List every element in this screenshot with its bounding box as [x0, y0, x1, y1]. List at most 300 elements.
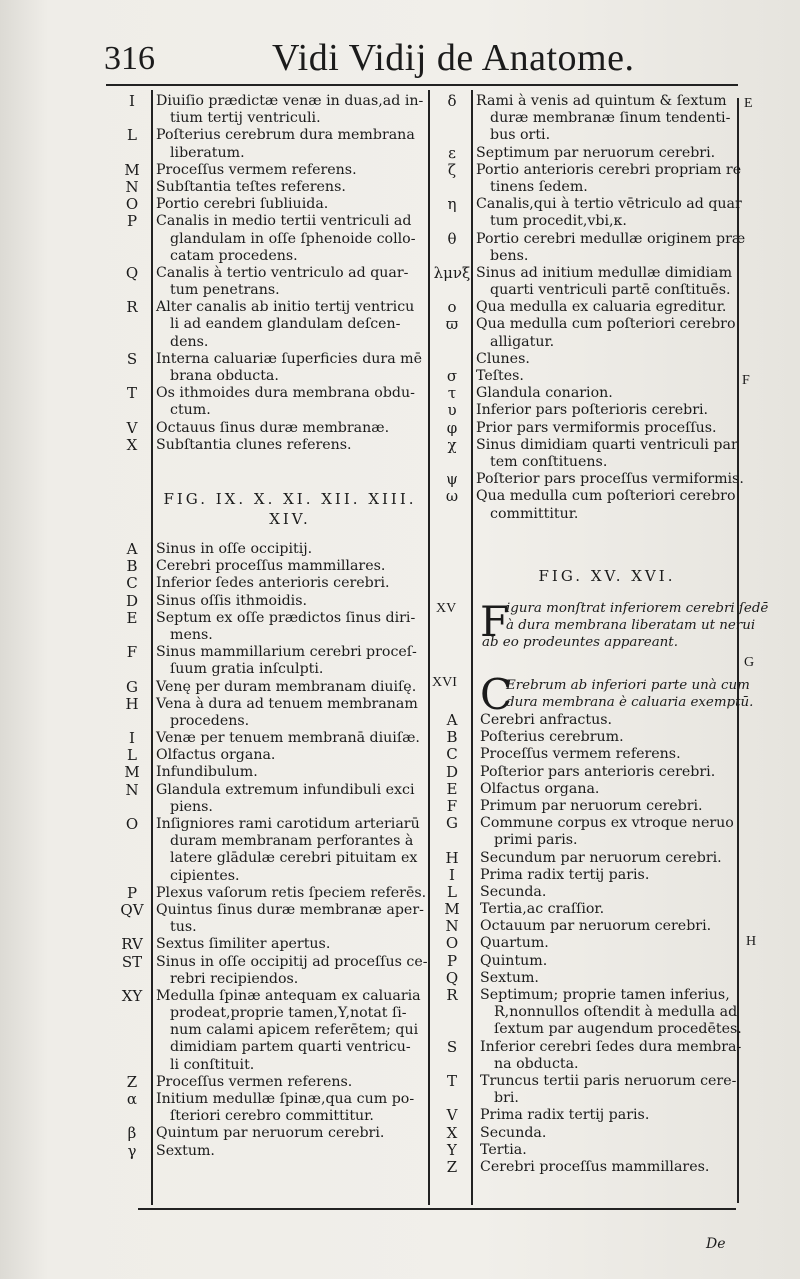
legend-key: P: [126, 212, 138, 231]
legend-key: S: [126, 349, 138, 368]
legend-line: [432, 1037, 742, 1056]
legend-text: Inferior cerebri ſedes dura membra-: [480, 1038, 742, 1055]
legend-key: P: [126, 883, 138, 902]
legend-text: Secunda.: [480, 883, 547, 900]
legend-entry: [432, 798, 732, 815]
legend-entry: [112, 952, 428, 988]
legend-text: primi paris.: [494, 832, 578, 849]
legend-key: D: [125, 591, 139, 610]
legend-key: A: [446, 711, 458, 729]
legend-line: [432, 470, 744, 489]
legend-key: ε: [448, 143, 456, 162]
legend-line: [432, 1107, 732, 1124]
legend-entry: [112, 679, 424, 696]
legend-text: Tertia.: [480, 1141, 527, 1158]
legend-line: [112, 1057, 424, 1074]
legend-entry: [112, 782, 424, 816]
legend-key: L: [447, 882, 457, 901]
legend-text: Septimum par neruorum cerebri.: [476, 144, 716, 161]
legend-entry: [432, 815, 732, 849]
legend-text: ctum.: [170, 402, 211, 419]
legend-line: [432, 385, 732, 402]
legend-entry: [112, 265, 424, 299]
legend-entry: [112, 696, 424, 730]
legend-key: RV: [121, 935, 143, 954]
legend-key: L: [127, 126, 137, 145]
legend-text: latere glādulæ cerebri pituitam ex: [170, 850, 418, 867]
legend-text: na obducta.: [494, 1055, 579, 1072]
legend-text: li ad eandem glandulam deſcen-: [170, 316, 401, 333]
legend-key: E: [126, 608, 138, 627]
legend-entry: [432, 935, 732, 952]
catchword: De: [706, 1236, 726, 1252]
fig-xv-dropcap: F: [480, 597, 510, 646]
legend-text: Septimum; proprie tamen inferius,: [480, 987, 730, 1003]
legend-text: Canalis in medio tertii ventriculi ad: [156, 213, 412, 230]
legend-line: [432, 712, 732, 729]
fig-xvi-line-1: Erebrum ab inferiori parte unà cum: [506, 678, 750, 693]
legend-text: tem conſtituens.: [490, 453, 608, 470]
legend-text: Venę per duram membranam diuiſę.: [156, 678, 417, 695]
left-column-bottom: [112, 540, 428, 1160]
legend-text: Poſterior pars proceſſus vermiformis.: [476, 471, 744, 488]
legend-line: [112, 1022, 424, 1039]
legend-line: [112, 1005, 424, 1022]
legend-line: [112, 93, 424, 110]
legend-line: [432, 798, 732, 815]
legend-key: T: [446, 1071, 457, 1090]
top-rule: [106, 84, 738, 86]
legend-line: [432, 248, 732, 265]
legend-text: Cerebri proceſſus mammillares.: [156, 558, 386, 575]
legend-text: Tertia,ac craſſior.: [480, 901, 605, 918]
legend-text: bus orti.: [490, 127, 551, 144]
legend-text: tum penetrans.: [170, 282, 280, 299]
legend-text: Subſtantia clunes referens.: [156, 436, 352, 453]
legend-line: [432, 746, 732, 763]
legend-line: [112, 265, 424, 282]
legend-key: C: [126, 574, 138, 593]
legend-line: [432, 764, 732, 781]
legend-text: Octauum par neruorum cerebri.: [480, 918, 712, 935]
legend-entry: [112, 1143, 424, 1160]
legend-line: [432, 282, 732, 299]
legend-line: [432, 110, 732, 127]
legend-text: Initium medullæ ſpinæ,qua cum po-: [156, 1091, 415, 1107]
legend-key: M: [444, 900, 460, 919]
legend-entry: [432, 850, 732, 867]
legend-entry: [432, 470, 744, 489]
legend-line: [432, 402, 732, 419]
legend-line: [432, 195, 742, 214]
legend-line: [112, 368, 424, 385]
legend-line: [112, 661, 424, 678]
legend-entry: [112, 420, 424, 437]
legend-text: prodeat,proprie tamen,Y,notat ſi-: [170, 1005, 407, 1022]
legend-key: χ: [447, 435, 457, 454]
legend-line: [112, 696, 424, 713]
legend-text: Quintus ſinus duræ membranæ aper-: [156, 901, 424, 918]
legend-entry: [112, 593, 424, 610]
legend-text: Olfactus organa.: [156, 747, 276, 764]
legend-line: [112, 1108, 424, 1125]
fig-xv-line-2: à dura membrana liberatam ut nerui: [506, 618, 756, 633]
legend-entry: [432, 1037, 742, 1073]
legend-line: [432, 299, 732, 316]
legend-entry: [112, 437, 424, 454]
legend-line: [112, 1143, 424, 1160]
legend-key: ϖ: [445, 315, 459, 334]
legend-text: Canalis,qui à tertio vētriculo ad quar: [476, 196, 742, 213]
legend-entry: [112, 747, 424, 764]
legend-text: mens.: [170, 626, 213, 643]
legend-text: Commune corpus ex vtroque neruo: [480, 815, 734, 832]
legend-line: [112, 402, 424, 419]
legend-line: [112, 747, 424, 764]
legend-text: Olfactus organa.: [480, 780, 600, 797]
legend-key: ψ: [446, 470, 458, 489]
legend-text: Prima radix tertij paris.: [480, 866, 650, 883]
legend-line: [112, 558, 424, 575]
legend-line: [432, 229, 746, 248]
bottom-rule: [138, 1208, 736, 1210]
legend-entry: [432, 764, 732, 781]
legend-key: D: [445, 762, 459, 781]
legend-entry: [432, 195, 742, 230]
legend-key: τ: [447, 384, 457, 403]
legend-key: S: [446, 1037, 458, 1056]
legend-line: [432, 420, 732, 437]
legend-line: [112, 145, 424, 162]
legend-text: R,nonnullos oſtendit à medulla ad: [494, 1004, 738, 1021]
legend-line: [112, 385, 424, 402]
legend-text: Teſtes.: [476, 368, 524, 384]
legend-entry: [432, 435, 738, 471]
legend-entry: [432, 299, 732, 316]
legend-text: Proceſſus vermem referens.: [156, 161, 357, 178]
legend-line: [112, 902, 424, 919]
legend-line: [432, 987, 732, 1004]
legend-line: [432, 454, 732, 471]
legend-key: O: [445, 934, 459, 953]
legend-text: Diuiſio prædictæ venæ in duas,ad in-: [156, 93, 424, 109]
legend-entry: [432, 781, 732, 798]
legend-key: I: [449, 865, 455, 884]
legend-line: [112, 850, 424, 867]
legend-line: [432, 729, 732, 746]
legend-text: Sextum.: [480, 969, 539, 986]
legend-line: [112, 213, 424, 230]
legend-line: [432, 1142, 732, 1159]
legend-key: R: [446, 986, 458, 1004]
legend-line: [432, 815, 732, 832]
legend-line: [112, 437, 424, 454]
legend-key: υ: [447, 401, 457, 420]
legend-line: [432, 850, 732, 867]
legend-line: [112, 299, 424, 316]
legend-key: X: [446, 1123, 458, 1142]
legend-text: dimidiam partem quarti ventricu-: [170, 1039, 411, 1056]
legend-key: P: [446, 951, 458, 970]
legend-line: [432, 213, 732, 230]
legend-key: X: [126, 435, 138, 454]
legend-entry: [112, 541, 424, 558]
legend-line: [112, 179, 424, 196]
legend-line: [432, 334, 732, 351]
legend-entry: [112, 902, 424, 936]
legend-entry: [112, 1091, 424, 1125]
left-fig-heading-1: FIG. IX. X. XI. XII. XIII.: [163, 490, 417, 508]
fig-xv-label: XV: [436, 601, 457, 616]
legend-text: catam procedens.: [170, 247, 298, 264]
legend-entry: [112, 558, 424, 575]
legend-line: [432, 935, 732, 952]
legend-entry: [112, 351, 424, 385]
legend-line: [112, 627, 424, 644]
legend-text: Canalis à tertio ventriculo ad quar-: [156, 264, 409, 281]
legend-line: [112, 816, 424, 833]
legend-line: [432, 884, 732, 901]
legend-key: V: [446, 1106, 458, 1125]
legend-text: tum procedit,vbi,κ.: [490, 213, 627, 230]
legend-text: tus.: [170, 919, 197, 936]
legend-line: [432, 901, 732, 918]
legend-text: Sextum.: [156, 1142, 215, 1159]
legend-entry: [432, 953, 732, 970]
legend-text: ſuum gratia inſculpti.: [170, 661, 324, 678]
running-title: Vidi Vidij de Anatome.: [272, 37, 635, 79]
legend-line: [432, 1090, 732, 1107]
legend-line: [112, 110, 424, 127]
legend-key: T: [126, 384, 137, 403]
legend-line: [112, 351, 424, 368]
legend-text: Qua medulla cum poſteriori cerebro: [476, 488, 736, 505]
legend-text: committitur.: [490, 505, 579, 522]
legend-line: [432, 832, 732, 849]
legend-text: Poſterius cerebrum dura membrana: [156, 127, 415, 144]
legend-line: [112, 420, 424, 437]
legend-text: Sinus in oſſe occipitij ad proceſſus ce-: [156, 953, 428, 970]
legend-text: Prior pars vermiformis proceſſus.: [476, 419, 717, 436]
legend-line: [432, 1125, 732, 1142]
legend-line: [112, 1039, 424, 1056]
legend-text: Quintum.: [480, 952, 548, 969]
legend-text: Glandula extremum infundibuli exci: [156, 781, 415, 798]
legend-key: G: [126, 677, 138, 696]
legend-text: Sinus ad initium medullæ dimidiam: [476, 264, 733, 281]
legend-text: liberatum.: [170, 144, 245, 161]
legend-entry: [112, 764, 424, 781]
legend-line: [112, 127, 424, 144]
legend-line: [432, 351, 732, 368]
legend-entry: [112, 936, 424, 953]
legend-key: δ: [447, 92, 457, 110]
legend-key: E: [446, 779, 458, 798]
legend-text: quarti ventriculi partē conſtituēs.: [490, 282, 731, 299]
legend-key: M: [124, 763, 140, 782]
legend-entry: [432, 970, 732, 987]
legend-line: [112, 1074, 424, 1091]
legend-entry: [432, 351, 732, 368]
legend-text: Glandula conarion.: [476, 385, 613, 402]
legend-text: Clunes.: [476, 350, 530, 367]
fig-xv-line-1: igura monſtrat inferiorem cerebri ſedē: [506, 601, 769, 616]
legend-line: [112, 971, 424, 988]
legend-key: ο: [447, 298, 457, 317]
legend-text: Inferior ſedes anterioris cerebri.: [156, 575, 390, 592]
left-column-top: [112, 93, 424, 454]
legend-line: [432, 265, 732, 282]
legend-text: Cerebri proceſſus mammillares.: [480, 1158, 710, 1175]
legend-text: tium tertij ventriculi.: [170, 110, 321, 127]
legend-entry: [112, 213, 424, 265]
page-number: 316: [104, 40, 155, 77]
legend-key: Z: [126, 1072, 138, 1091]
legend-entry: [112, 196, 424, 213]
legend-key: β: [127, 1124, 137, 1143]
legend-entry: [432, 402, 732, 419]
legend-entry: [432, 729, 732, 746]
legend-line: [432, 160, 742, 179]
legend-line: [432, 93, 732, 110]
legend-entry: [432, 884, 732, 901]
legend-entry: [432, 265, 732, 299]
margin-letter-f: F: [742, 373, 750, 388]
legend-text: num calami apicem referētem; qui: [170, 1022, 419, 1039]
legend-entry: [432, 1107, 732, 1124]
legend-line: [112, 162, 424, 179]
legend-line: [112, 541, 424, 558]
legend-entry: [432, 1142, 732, 1159]
margin-letter-g: G: [744, 655, 755, 670]
legend-text: Os ithmoides dura membrana obdu-: [156, 385, 415, 402]
legend-line: [112, 196, 424, 213]
legend-text: Septum ex oſſe prædictos ſinus diri-: [156, 609, 416, 626]
legend-entry: [432, 746, 732, 763]
legend-key: I: [129, 92, 135, 110]
legend-line: [432, 127, 732, 144]
legend-line: [112, 334, 424, 351]
legend-line: [112, 610, 424, 627]
legend-text: Subſtantia teſtes referens.: [156, 178, 346, 195]
legend-text: Alter canalis ab initio tertij ventricu: [156, 299, 415, 316]
legend-line: [112, 713, 424, 730]
legend-line: [112, 868, 424, 885]
fig-xvi-label: XVI: [432, 675, 457, 690]
legend-text: Medulla ſpinæ antequam ex caluaria: [156, 987, 421, 1004]
legend-line: [112, 782, 424, 799]
legend-key: B: [126, 557, 138, 576]
legend-text: brana obducta.: [170, 368, 279, 384]
legend-text: Portio anterioris cerebri propriam re: [476, 161, 742, 178]
margin-letter-h: H: [746, 934, 757, 949]
legend-entry: [432, 368, 732, 385]
legend-text: Inſigniores rami carotidum arteriarū: [156, 816, 420, 832]
legend-key: σ: [446, 367, 458, 385]
legend-line: [112, 952, 428, 971]
legend-line: [432, 1159, 732, 1176]
legend-line: [432, 145, 732, 162]
left-fig-heading-2: XIV.: [269, 510, 311, 528]
legend-key: F: [126, 643, 138, 662]
legend-text: Rami à venis ad quintum & ſextum: [476, 93, 727, 109]
legend-entry: [432, 918, 732, 935]
legend-key: A: [126, 540, 138, 558]
legend-line: [432, 918, 732, 935]
legend-text: Infundibulum.: [156, 764, 258, 781]
legend-line: [112, 644, 424, 661]
legend-text: Portio cerebri ſubliuida.: [156, 196, 329, 213]
legend-line: [112, 936, 424, 953]
legend-key: XY: [121, 986, 143, 1005]
fig-xvi-paragraph: [480, 670, 754, 719]
legend-text: bri.: [494, 1090, 519, 1107]
legend-entry: [432, 986, 742, 1039]
legend-key: I: [129, 729, 135, 748]
legend-key: Q: [125, 263, 139, 282]
legend-entry: [112, 299, 424, 351]
right-column-top: [432, 92, 746, 523]
legend-text: Inferior pars poſterioris cerebri.: [476, 402, 709, 419]
legend-key: F: [446, 796, 458, 815]
legend-key: R: [126, 298, 138, 317]
legend-key: L: [127, 746, 137, 765]
legend-key: ω: [445, 487, 459, 506]
legend-entry: [432, 93, 732, 145]
legend-text: procedens.: [170, 712, 250, 729]
legend-line: [112, 679, 424, 696]
legend-line: [112, 833, 424, 850]
legend-text: rebri recipiendos.: [170, 970, 299, 987]
legend-key: G: [446, 814, 458, 833]
legend-key: Q: [445, 968, 459, 987]
legend-entry: [432, 867, 732, 884]
legend-key: η: [447, 195, 457, 214]
legend-text: Quintum par neruorum cerebri.: [156, 1125, 385, 1142]
legend-entry: [112, 816, 424, 885]
legend-text: Secunda.: [480, 1124, 547, 1141]
legend-key: α: [126, 1090, 138, 1108]
legend-line: [432, 953, 732, 970]
legend-line: [432, 315, 736, 334]
legend-entry: [432, 901, 732, 918]
legend-text: Sinus mammillarium cerebri proceſ-: [156, 644, 417, 661]
legend-entry: [112, 883, 427, 902]
legend-line: [432, 1056, 732, 1073]
legend-entry: [112, 644, 424, 678]
legend-text: bens.: [490, 247, 529, 264]
legend-text: duram membranam perforantes à: [170, 833, 414, 850]
legend-text: ſextum par augendum procedētes.: [494, 1021, 742, 1038]
legend-line: [112, 919, 424, 936]
legend-text: li conſtituit.: [170, 1056, 255, 1073]
legend-entry: [432, 487, 736, 522]
legend-text: Octauus ſinus duræ membranæ.: [156, 419, 390, 436]
legend-text: Qua medulla cum poſteriori cerebro: [476, 316, 736, 333]
legend-line: [432, 970, 732, 987]
legend-line: [432, 1071, 737, 1090]
legend-entry: [112, 385, 424, 419]
fig-xv-paragraph: [480, 597, 769, 651]
legend-text: piens.: [170, 798, 213, 815]
legend-key: N: [445, 917, 459, 936]
legend-entry: [432, 385, 732, 402]
legend-key: QV: [120, 900, 144, 919]
right-column-bottom: [432, 711, 742, 1176]
legend-text: Plexus vaſorum retis ſpeciem referēs.: [156, 884, 427, 901]
legend-text: alligatur.: [490, 333, 555, 350]
legend-text: Portio cerebri medullæ originem præ: [476, 230, 746, 247]
